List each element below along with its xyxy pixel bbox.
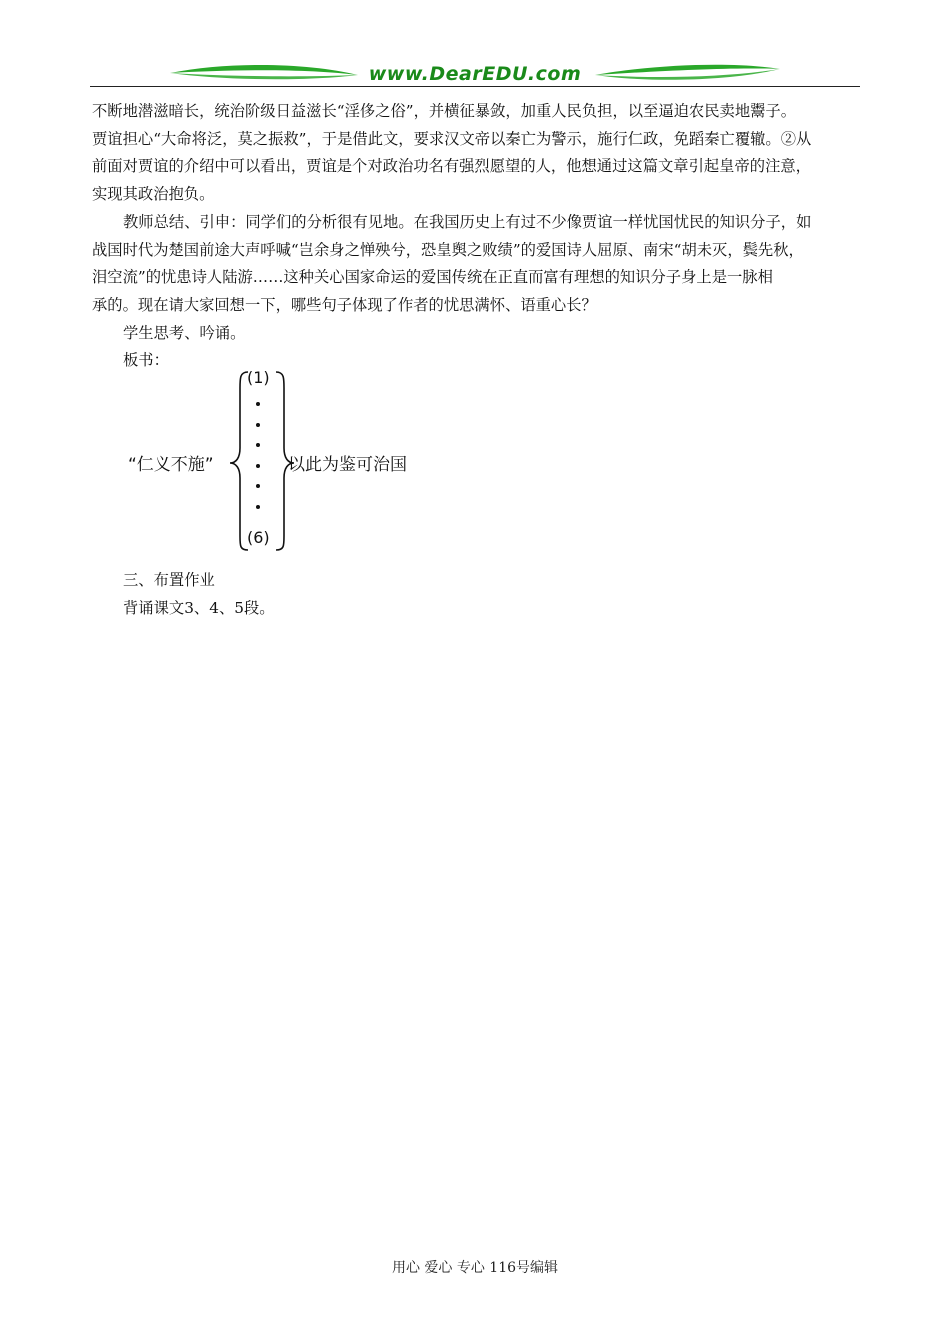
paragraph-2 (92, 209, 862, 320)
paragraph-line: 泪空流”的忧患诗人陆游……这种关心国家命运的爱国传统在正直而富有理想的知识分子身上是一脉相 (92, 268, 773, 287)
blackboard-diagram (128, 368, 468, 553)
diagram-ellipsis (256, 402, 264, 525)
header-rule (90, 86, 860, 87)
homework-text: 背诵课文3、4、5段。 (123, 598, 275, 617)
diagram-result: 以此为鉴可治国 (288, 455, 407, 475)
diagram-label: “仁义不施” (128, 455, 214, 475)
header-logo: www.DearEDU.com (368, 63, 582, 85)
paragraph-line: 不断地潜滋暗长，统治阶级日益滋长“淫侈之俗”，并横征暴敛，加重人民负担，以至逼迫农民卖地鬻子。 (92, 102, 797, 120)
main-content (92, 98, 862, 375)
page-header (90, 55, 860, 90)
paragraph-3: 学生思考、吟诵。 (123, 323, 246, 342)
diagram-bottom-item: (6) (247, 528, 270, 547)
diagram-top-item: (1) (247, 368, 270, 387)
paragraph-line: 战国时代为楚国前途大声呼喊“岂余身之惮殃兮，恐皇舆之败绩”的爱国诗人屈原、南宋“胡未灭，鬓先秋， (92, 240, 804, 259)
page-footer: 用心 爱心 专心 116号编辑 (391, 1260, 559, 1276)
paragraph-4: 板书： (123, 351, 169, 370)
paragraph-line: 实现其政治抱负。 (92, 185, 215, 204)
paragraph-1 (92, 98, 862, 209)
homework-section (92, 567, 862, 622)
section-title: 三、布置作业 (123, 571, 215, 589)
paragraph-line: 承的。现在请大家回想一下，哪些句子体现了作者的忧思满怀、语重心长？ (92, 295, 597, 314)
paragraph-line: 贾谊担心“大命将泛，莫之振救”，于是借此文，要求汉文帝以秦亡为警示，施行仁政，免蹈秦亡覆辙。②从 (92, 129, 812, 148)
paragraph-line: 教师总结、引申：同学们的分析很有见地。在我国历史上有过不少像贾谊一样忧国忧民的知识分子，如 (123, 212, 812, 231)
paragraph-line: 前面对贾谊的介绍中可以看出，贾谊是个对政治功名有强烈愿望的人，他想通过这篇文章引起皇帝的注意， (92, 157, 811, 176)
